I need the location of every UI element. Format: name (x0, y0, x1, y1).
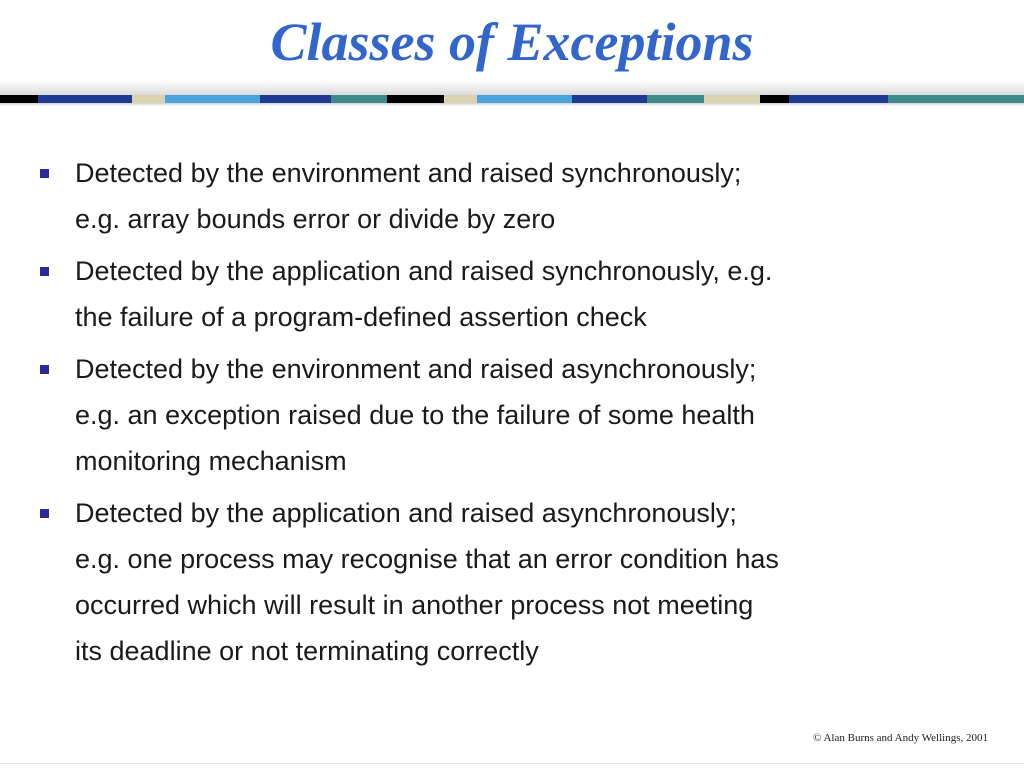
bullet-line: e.g. an exception raised due to the failure of some health (75, 400, 755, 430)
band-segment (165, 95, 259, 103)
bullet-item (0, 248, 1024, 340)
bullet-line: the failure of a program-defined assertion check (75, 302, 647, 332)
bullet-item (0, 490, 1024, 674)
bullet-line: occurred which will result in another process not meeting (75, 590, 754, 620)
bottom-rule (0, 763, 1024, 764)
band-segment (704, 95, 761, 103)
bullet-line: Detected by the environment and raised synchronously; (75, 158, 742, 188)
bullet-line: monitoring mechanism (75, 446, 347, 476)
bullet-line: Detected by the application and raised synchronously, e.g. (75, 256, 773, 286)
band-segment (888, 95, 1024, 103)
bullet-line: Detected by the application and raised asynchronously; (75, 498, 737, 528)
bullet-list (0, 150, 1024, 680)
band-segment (477, 95, 571, 103)
band-segment (260, 95, 331, 103)
band-stripe-shadow (0, 103, 1024, 106)
band-segment (331, 95, 388, 103)
band-shadow (0, 80, 1024, 96)
band-segment (572, 95, 648, 103)
bullet-line: Detected by the environment and raised asynchronously; (75, 354, 757, 384)
band-segment (387, 95, 444, 103)
copyright-footer: © Alan Burns and Andy Wellings, 2001 (812, 732, 988, 744)
decorative-band (0, 80, 1024, 106)
square-bullet-icon (40, 509, 49, 518)
bullet-line: its deadline or not terminating correctly (75, 636, 539, 666)
band-segment (647, 95, 704, 103)
band-segment (38, 95, 132, 103)
band-segment (760, 95, 788, 103)
bullet-line: e.g. array bounds error or divide by zero (75, 204, 556, 234)
slide-title: Classes of Exceptions (270, 12, 754, 72)
band-segment (132, 95, 165, 103)
square-bullet-icon (40, 365, 49, 374)
bullet-line: e.g. one process may recognise that an error condition has (75, 544, 779, 574)
square-bullet-icon (40, 169, 49, 178)
band-segment (789, 95, 888, 103)
band-stripe (0, 95, 1024, 103)
square-bullet-icon (40, 267, 49, 276)
band-segment (0, 95, 38, 103)
bullet-item (0, 346, 1024, 484)
band-segment (444, 95, 477, 103)
bullet-item (0, 150, 1024, 242)
